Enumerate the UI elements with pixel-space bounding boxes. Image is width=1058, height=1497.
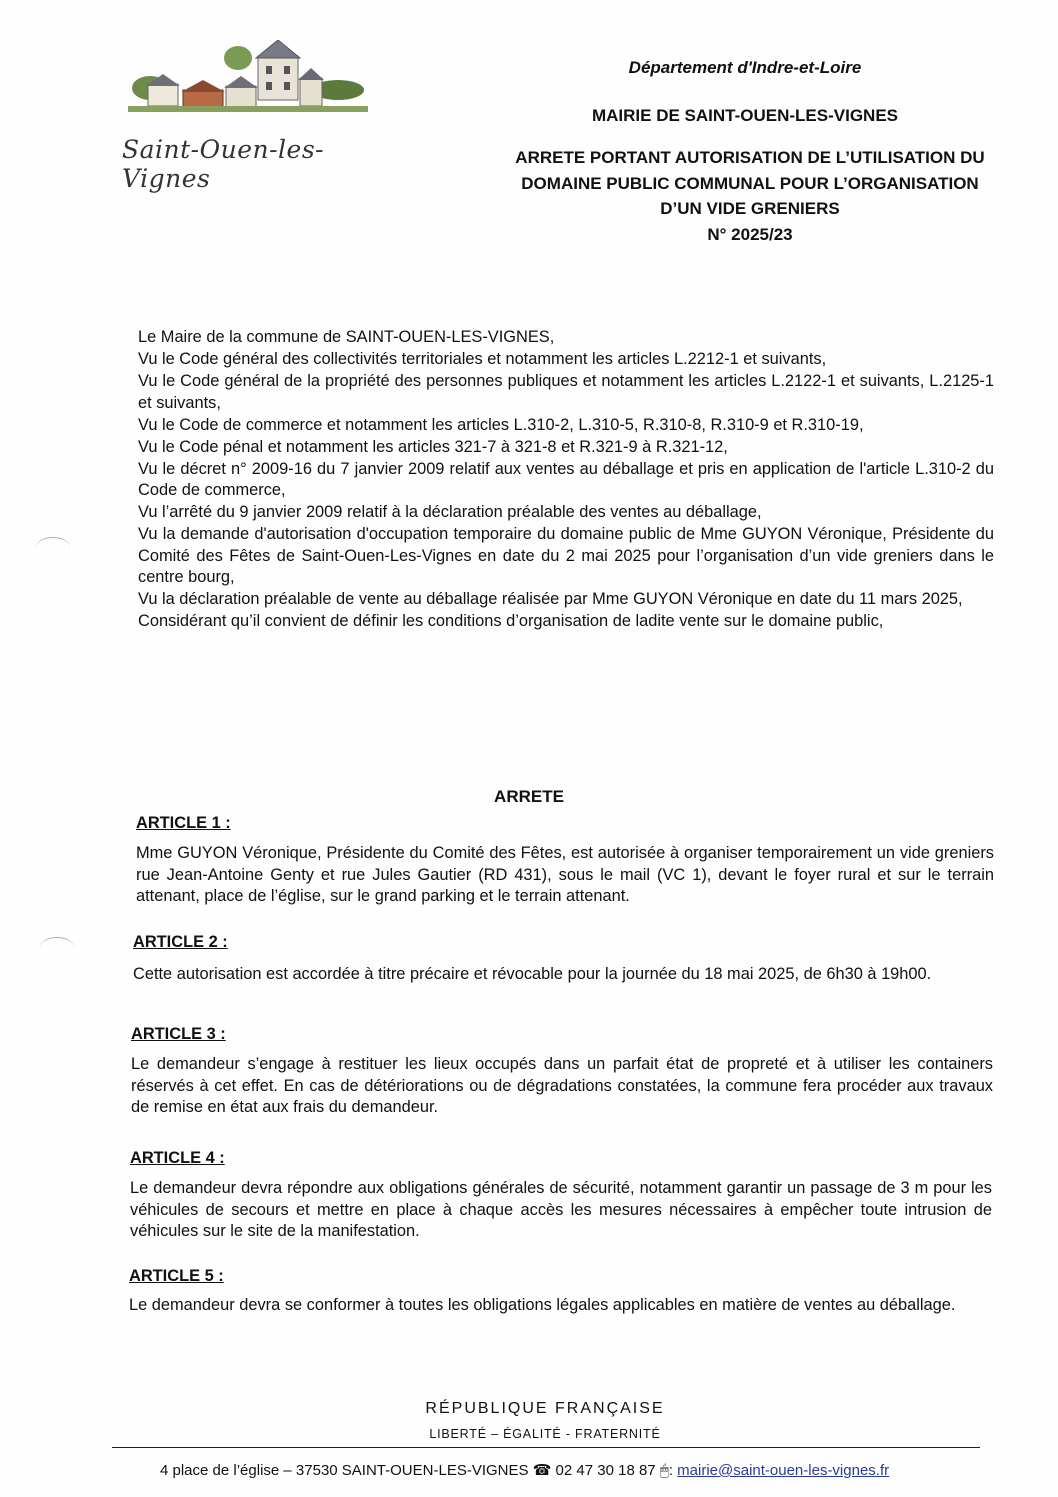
title-line: D’UN VIDE GRENIERS bbox=[660, 199, 840, 218]
logo-wordmark: Saint-Ouen-les-Vignes bbox=[122, 135, 325, 193]
article-heading: ARTICLE 5 : bbox=[129, 1267, 224, 1285]
phone-number: 02 47 30 18 87 bbox=[555, 1462, 656, 1479]
preamble-line: Le Maire de la commune de SAINT-OUEN-LES-VIGNES, bbox=[138, 328, 555, 346]
punch-hole-mark bbox=[36, 537, 70, 558]
arrete-heading: ARRETE bbox=[494, 787, 564, 806]
article-heading: ARTICLE 1 : bbox=[136, 814, 231, 832]
title-number: N° 2025/23 bbox=[707, 224, 793, 244]
preamble-line: Vu la déclaration préalable de vente au déballage réalisée par Mme GUYON Véronique en date du 11 mars 2025, bbox=[138, 590, 963, 608]
preamble-line: Vu le Code général des collectivités territoriales et notamment les articles L.2212-1 et suivants, bbox=[138, 350, 827, 368]
preamble-line: Vu la demande d'autorisation d'occupation temporaire du domaine public de Mme GUYON Véronique, Présidente du Comité des Fêtes de Saint-Ouen-Les-Vignes en date du 2 mai 2025 pour l’organisation d’un vide greniers dans le centre bourg, bbox=[138, 525, 994, 586]
title-line: ARRETE PORTANT AUTORISATION DE L’UTILISATION DU bbox=[515, 148, 985, 167]
phone-icon: ☎ bbox=[532, 1462, 552, 1479]
preamble bbox=[138, 327, 994, 633]
devise-label: LIBERTÉ – ÉGALITÉ - FRATERNITÉ bbox=[429, 1427, 661, 1441]
preamble-line: Vu le Code pénal et notamment les articles 321-7 à 321-8 et R.321-9 à R.321-12, bbox=[138, 437, 728, 456]
punch-hole-mark bbox=[40, 937, 74, 958]
republique-label: RÉPUBLIQUE FRANÇAISE bbox=[425, 1400, 665, 1417]
article-text: Le demandeur s’engage à restituer les lieux occupés dans un parfait état de propreté et à utiliser les containers réservés à cet effet. En cas de détériorations ou de dégradations constatées, la commune fera procéder aux travaux de remise en état aux frais du demandeur. bbox=[131, 1055, 993, 1116]
preamble-line: Vu le Code de commerce et notamment les articles L.310-2, L.310-5, R.310-8, R.310-9 et R.310-19, bbox=[138, 415, 864, 434]
preamble-line: Considérant qu’il convient de définir les conditions d’organisation de ladite vente sur le domaine public, bbox=[138, 612, 884, 630]
preamble-line: Vu le Code général de la propriété des personnes publiques et notamment les articles L.2122-1 et suivants, L.2125-1 et suivants, bbox=[138, 372, 994, 412]
address: 4 place de l’église – 37530 SAINT-OUEN-LES-VIGNES bbox=[160, 1462, 529, 1479]
article-heading: ARTICLE 2 : bbox=[133, 933, 228, 951]
preamble-line: Vu l’arrêté du 9 janvier 2009 relatif à la déclaration préalable des ventes au déballage, bbox=[138, 503, 762, 521]
departement-label: Département d'Indre-et-Loire bbox=[628, 58, 862, 77]
article-text: Le demandeur devra se conformer à toutes les obligations légales applicables en matière de ventes au déballage. bbox=[129, 1296, 956, 1314]
footer-divider bbox=[112, 1447, 980, 1448]
article-heading: ARTICLE 4 : bbox=[130, 1149, 225, 1167]
mairie-heading: MAIRIE DE SAINT-OUEN-LES-VIGNES bbox=[591, 106, 899, 125]
title-line: DOMAINE PUBLIC COMMUNAL POUR L’ORGANISATION bbox=[521, 173, 979, 193]
email-link[interactable]: mairie@saint-ouen-les-vignes.fr bbox=[677, 1462, 890, 1479]
article-heading: ARTICLE 3 : bbox=[131, 1025, 226, 1043]
article-text: Le demandeur devra répondre aux obligations générales de sécurité, notamment garantir un passage de 3 m pour les véhicules de secours et mettre en place à chaque accès les mesures nécessaires à empêcher toute intrusion de véhicules sur le site de la manifestation. bbox=[130, 1179, 992, 1240]
article-text: Cette autorisation est accordée à titre précaire et révocable pour la journée du 18 mai 2025, de 6h30 à 19h00. bbox=[133, 965, 932, 983]
article-text: Mme GUYON Véronique, Présidente du Comité des Fêtes, est autorisée à organiser temporairement un vide greniers rue Jean-Antoine Genty et rue Jules Gautier (RD 431), sous le mail (VC 1), devant le foyer rural et sur le terrain attenant, place de l’église, sur le grand parking et le terrain attenant. bbox=[136, 844, 994, 905]
document-title bbox=[480, 145, 1020, 247]
village-logo bbox=[128, 40, 368, 118]
footer-contact bbox=[160, 1461, 960, 1479]
mouse-icon: 🖱: bbox=[659, 1462, 673, 1479]
preamble-line: Vu le décret n° 2009-16 du 7 janvier 2009 relatif aux ventes au déballage et pris en application de l'article L.310-2 du Code de commerce, bbox=[138, 459, 994, 499]
